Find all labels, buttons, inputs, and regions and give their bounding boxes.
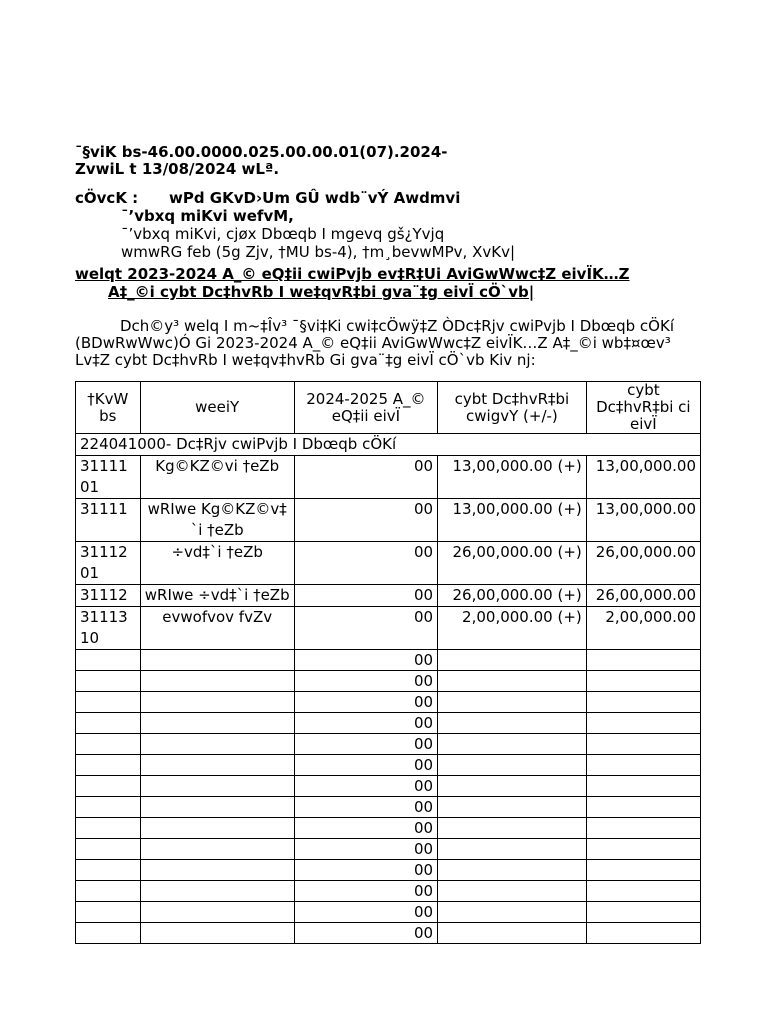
code-cell (76, 734, 141, 755)
allocation-table (75, 381, 701, 944)
description-cell (140, 734, 294, 755)
code-cell (76, 839, 141, 860)
header-change: cybt Dc‡hvR‡bi cwigvY (+/-) (438, 382, 587, 434)
table-row (76, 499, 701, 542)
description-cell (140, 881, 294, 902)
header-budget: 2024-2025 A_© eQ‡ii eivÏ (294, 382, 437, 434)
table-header-row (76, 382, 701, 434)
after-cell (586, 692, 700, 713)
description-cell (140, 692, 294, 713)
budget-cell: 00 (294, 860, 437, 881)
empty-table-row (76, 839, 701, 860)
memo-line-1: ¯§viK bs-46.00.0000.025.00.00.01(07).2024- (75, 143, 448, 161)
budget-cell: 00 (294, 499, 437, 542)
description-cell: wRIwe ÷vd‡`i †eZb (140, 585, 294, 607)
code-cell: 3111101 (76, 456, 141, 499)
empty-table-row (76, 650, 701, 671)
budget-cell: 00 (294, 881, 437, 902)
change-cell: 13,00,000.00 (+) (438, 456, 587, 499)
memo-reference (75, 144, 448, 178)
empty-table-row (76, 734, 701, 755)
table-section-row (76, 434, 701, 456)
header-after: cybt Dc‡hvR‡bi ci eivÏ (586, 382, 700, 434)
after-cell (586, 776, 700, 797)
change-cell (438, 734, 587, 755)
after-cell (586, 818, 700, 839)
description-cell (140, 671, 294, 692)
recipient-line-1: wPd GKvD›Um GÛ wdb¨vÝ Awdmvi (169, 189, 461, 207)
change-cell (438, 881, 587, 902)
description-cell: ÷vd‡`i †eZb (140, 542, 294, 585)
paragraph-line-1: Dch©y³ welq I m~‡Îv³ ¯§vi‡Ki cwi‡cÖwÿ‡Z ÒDc‡Rjv cwiPvjb I Dbœqb cÖKí (120, 317, 674, 335)
empty-table-row (76, 923, 701, 944)
description-cell (140, 923, 294, 944)
budget-cell: 00 (294, 902, 437, 923)
budget-cell: 00 (294, 797, 437, 818)
empty-table-row (76, 692, 701, 713)
budget-cell: 00 (294, 585, 437, 607)
budget-cell: 00 (294, 607, 437, 650)
budget-cell: 00 (294, 776, 437, 797)
change-cell: 26,00,000.00 (+) (438, 542, 587, 585)
description-cell: evwofvov fvZv (140, 607, 294, 650)
code-cell: 3111201 (76, 542, 141, 585)
code-cell (76, 755, 141, 776)
empty-table-row (76, 860, 701, 881)
change-cell (438, 818, 587, 839)
change-cell (438, 755, 587, 776)
subject-block (75, 265, 701, 301)
after-cell: 26,00,000.00 (586, 585, 700, 607)
budget-cell: 00 (294, 456, 437, 499)
after-cell: 2,00,000.00 (586, 607, 700, 650)
after-cell (586, 755, 700, 776)
section-title: 224041000- Dc‡Rjv cwiPvjb I Dbœqb cÖKí (76, 434, 701, 456)
empty-table-row (76, 902, 701, 923)
budget-cell: 00 (294, 734, 437, 755)
after-cell (586, 671, 700, 692)
description-cell (140, 797, 294, 818)
code-cell (76, 923, 141, 944)
empty-table-row (76, 797, 701, 818)
recipient-block (75, 189, 515, 261)
change-cell (438, 671, 587, 692)
code-cell (76, 902, 141, 923)
empty-table-row (76, 671, 701, 692)
empty-table-row (76, 713, 701, 734)
paragraph-line-3: Lv‡Z cybt Dc‡hvRb I we‡qv‡hvRb Gi gva¨‡g eivÏ cÖ`vb Kiv nj: (75, 351, 536, 369)
header-code: †KvW bs (76, 382, 141, 434)
code-cell (76, 776, 141, 797)
body-paragraph (75, 318, 701, 369)
change-cell (438, 797, 587, 818)
memo-line-2: ZvwiL t 13/08/2024 wLª. (75, 160, 280, 178)
code-cell: 31112 (76, 585, 141, 607)
after-cell (586, 923, 700, 944)
budget-cell: 00 (294, 713, 437, 734)
after-cell (586, 860, 700, 881)
description-cell (140, 902, 294, 923)
subject-line-1: welqt 2023-2024 A_© eQ‡ii cwiPvjb ev‡R‡Ui AviGwWwc‡Z eivÏK…Z (75, 265, 630, 283)
table-row (76, 585, 701, 607)
budget-cell: 00 (294, 692, 437, 713)
change-cell: 26,00,000.00 (+) (438, 585, 587, 607)
description-cell (140, 860, 294, 881)
recipient-label: cÖvcK : (75, 189, 139, 207)
after-cell (586, 650, 700, 671)
empty-table-row (76, 776, 701, 797)
change-cell (438, 902, 587, 923)
change-cell (438, 860, 587, 881)
change-cell (438, 776, 587, 797)
code-cell (76, 860, 141, 881)
budget-cell: 00 (294, 542, 437, 585)
header-description: weeiY (140, 382, 294, 434)
description-cell (140, 818, 294, 839)
recipient-line-2: ¯’vbxq miKvi wefvM, (121, 207, 294, 225)
description-cell (140, 776, 294, 797)
budget-cell: 00 (294, 650, 437, 671)
after-cell: 13,00,000.00 (586, 456, 700, 499)
code-cell (76, 650, 141, 671)
after-cell (586, 902, 700, 923)
empty-table-row (76, 818, 701, 839)
recipient-line-4: wmwRG feb (5g Zjv, †MU bs-4), †m¸bevwMPv, XvKv| (121, 243, 515, 261)
change-cell (438, 692, 587, 713)
after-cell (586, 881, 700, 902)
description-cell (140, 839, 294, 860)
description-cell: wRIwe Kg©KZ©v‡`i †eZb (140, 499, 294, 542)
description-cell (140, 755, 294, 776)
code-cell (76, 881, 141, 902)
table-row (76, 607, 701, 650)
description-cell: Kg©KZ©vi †eZb (140, 456, 294, 499)
empty-table-row (76, 755, 701, 776)
change-cell (438, 923, 587, 944)
change-cell: 13,00,000.00 (+) (438, 499, 587, 542)
code-cell (76, 692, 141, 713)
after-cell (586, 734, 700, 755)
budget-cell: 00 (294, 839, 437, 860)
code-cell (76, 671, 141, 692)
code-cell (76, 713, 141, 734)
budget-cell: 00 (294, 755, 437, 776)
budget-cell: 00 (294, 818, 437, 839)
table-row (76, 542, 701, 585)
code-cell: 31111 (76, 499, 141, 542)
description-cell (140, 713, 294, 734)
after-cell: 13,00,000.00 (586, 499, 700, 542)
change-cell: 2,00,000.00 (+) (438, 607, 587, 650)
paragraph-line-2: (BDwRwWwc)Ó Gi 2023-2024 A_© eQ‡ii AviGwWwc‡Z eivÏK…Z A‡_©i wb‡¤œv³ (75, 334, 671, 352)
change-cell (438, 650, 587, 671)
code-cell (76, 818, 141, 839)
after-cell (586, 797, 700, 818)
table-row (76, 456, 701, 499)
empty-table-row (76, 881, 701, 902)
after-cell: 26,00,000.00 (586, 542, 700, 585)
change-cell (438, 839, 587, 860)
recipient-line-3: ¯’vbxq miKvi, cjøx Dbœqb I mgevq gš¿Yvjq (121, 225, 445, 243)
after-cell (586, 839, 700, 860)
code-cell (76, 797, 141, 818)
description-cell (140, 650, 294, 671)
subject-line-2: A‡_©i cybt Dc‡hvRb I we‡qvR‡bi gva¨‡g eivÏ cÖ`vb| (108, 283, 535, 301)
code-cell: 3111310 (76, 607, 141, 650)
change-cell (438, 713, 587, 734)
budget-cell: 00 (294, 923, 437, 944)
budget-cell: 00 (294, 671, 437, 692)
after-cell (586, 713, 700, 734)
